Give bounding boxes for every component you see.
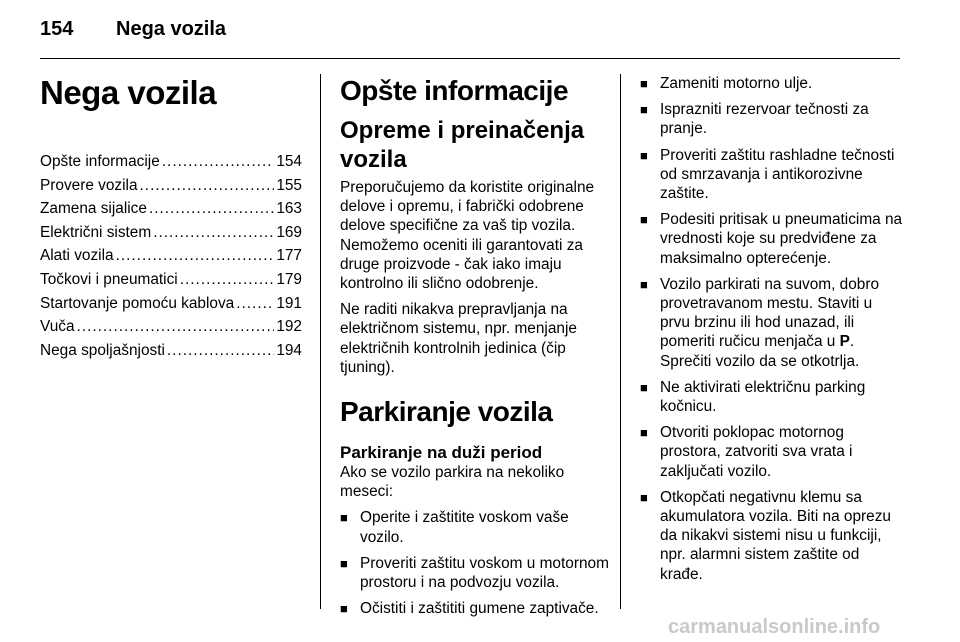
parking-bullet-list [340, 508, 614, 618]
bullet-item [340, 554, 614, 592]
toc-entry[interactable] [40, 268, 302, 292]
bullet-item [640, 100, 906, 138]
bullet-text: Isprazniti rezervoar tečnosti za pranje. [660, 101, 869, 138]
toc-entry-title: Alati vozila [40, 247, 114, 265]
bullet-item [340, 599, 614, 618]
toc-entry-title: Zamena sijalice [40, 200, 147, 218]
bullet-item [640, 210, 906, 268]
bullet-square-icon: ■ [640, 102, 648, 118]
toc-entry-page: 192 [276, 318, 302, 336]
bullet-text: Zameniti motorno ulje. [660, 75, 813, 92]
bullet-text: Proveriti zaštitu rashladne tečnosti od smrzavanja i antikorozivne zaštite. [660, 146, 895, 203]
parking-subtitle: Parkiranje na duži period [340, 443, 543, 463]
page-header [40, 18, 900, 59]
toc-entry-title: Vuča [40, 318, 75, 336]
bullet-text: Proveriti zaštitu voskom u motornom prostoru i na podvozju vozila. [360, 554, 609, 592]
bullet-square-icon: ■ [640, 76, 648, 91]
bullet-text: Podesiti pritisak u pneumaticima na vrednosti koje su predviđene za maksimalno opterećenje. [660, 211, 903, 267]
toc-entry-page: 163 [276, 200, 302, 218]
left-column [40, 74, 302, 362]
toc-entry[interactable] [40, 221, 302, 245]
bullet-item [640, 146, 906, 204]
toc-entry-title: Električni sistem [40, 223, 152, 241]
toc-entry[interactable] [40, 244, 302, 268]
bullet-square-icon: ■ [640, 212, 648, 228]
middle-column [340, 74, 614, 625]
toc-entry-page: 154 [276, 153, 302, 170]
bullet-square-icon: ■ [640, 425, 648, 441]
toc-leader [162, 150, 275, 174]
storage-bullet-list [640, 74, 906, 584]
toc-leader [149, 197, 274, 221]
toc-entry-page: 169 [276, 223, 302, 241]
subsection-title: Opreme i preinačenja vozila [340, 117, 585, 173]
column-divider [320, 74, 321, 609]
table-of-contents [40, 150, 302, 362]
toc-entry-title: Nega spoljašnjosti [40, 341, 165, 359]
page-number: 154 [40, 18, 74, 40]
toc-entry-page: 194 [276, 341, 302, 359]
bullet-text: Ne aktivirati električnu parking kočnicu. [660, 378, 866, 416]
bullet-item [640, 74, 906, 93]
bullet-text-before: Vozilo parkirati na suvom, dobro provetravanom mestu. Staviti u prvu brzinu ili hod unazad, ili pomeriti ručicu menjača u [660, 275, 880, 351]
toc-leader [77, 315, 275, 339]
bullet-item [640, 488, 906, 584]
bullet-text: Otkopčati negativnu klemu sa akumulatora vozila. Biti na oprezu da nikakvi sistemi nisu u funkciji, npr. alarmni sistem zaštite od krađe. [660, 488, 891, 583]
toc-leader [236, 292, 274, 316]
bullet-square-icon: ■ [640, 147, 648, 163]
toc-leader [153, 221, 274, 245]
toc-entry[interactable] [40, 197, 302, 221]
toc-entry-title: Točkovi i pneumatici [40, 270, 178, 288]
toc-entry-title: Opšte informacije [40, 153, 160, 170]
toc-entry[interactable] [40, 174, 302, 198]
parking-section-title: Parkiranje vozila [340, 396, 553, 428]
bullet-text: Očistiti i zaštititi gumene zaptivače. [360, 600, 599, 618]
bullet-item [640, 275, 906, 371]
bullet-text: Operite i zaštitite voskom vaše vozilo. [360, 509, 569, 546]
bullet-square-icon: ■ [340, 601, 348, 617]
gear-position-label: P [839, 333, 850, 351]
bullet-text: Otvoriti poklopac motornog prostora, zatvoriti sva vrata i zaključati vozilo. [660, 424, 853, 480]
parking-intro: Ako se vozilo parkira na nekoliko meseci: [340, 464, 565, 501]
toc-entry[interactable] [40, 292, 302, 316]
right-column [640, 74, 906, 591]
toc-entry-page: 155 [276, 176, 302, 194]
chapter-title: Nega vozila [40, 74, 217, 111]
paragraph: Preporučujemo da koristite originalne delove i opremu, i fabrički odobrene delove specifične za vaš tip vozila. Nemožemo oceniti ili garantovati za druge proizvode - čak iako imaju kontrolno ili slično odobrenje. [340, 179, 595, 293]
toc-leader [180, 268, 275, 292]
watermark: carmanualsonline.info [668, 616, 881, 638]
running-title: Nega vozila [116, 18, 227, 40]
bullet-item [640, 423, 906, 481]
bullet-item [340, 508, 614, 546]
bullet-square-icon: ■ [340, 510, 348, 526]
toc-leader [116, 244, 275, 268]
bullet-square-icon: ■ [640, 489, 648, 505]
paragraph: Ne raditi nikakva prepravljanja na električnom sistemu, npr. menjanje električnih kontrolnih jedinica (čip tjuning). [340, 301, 577, 376]
section-title: Opšte informacije [340, 75, 569, 106]
bullet-item [640, 378, 906, 416]
toc-leader [167, 339, 274, 363]
toc-entry-page: 177 [276, 247, 302, 265]
bullet-square-icon: ■ [640, 276, 648, 292]
toc-entry-title: Provere vozila [40, 176, 138, 194]
bullet-text-after: . Sprečiti vozilo da se otkotrlja. [660, 333, 860, 370]
toc-entry-page: 191 [276, 294, 302, 312]
toc-entry[interactable] [40, 339, 302, 363]
bullet-square-icon: ■ [640, 379, 648, 395]
bullet-square-icon: ■ [340, 555, 348, 571]
toc-entry-title: Startovanje pomoću kablova [40, 294, 235, 312]
toc-entry[interactable] [40, 315, 302, 339]
toc-entry[interactable] [40, 150, 302, 174]
column-divider [620, 74, 621, 609]
toc-leader [140, 174, 275, 198]
toc-entry-page: 179 [276, 270, 302, 288]
